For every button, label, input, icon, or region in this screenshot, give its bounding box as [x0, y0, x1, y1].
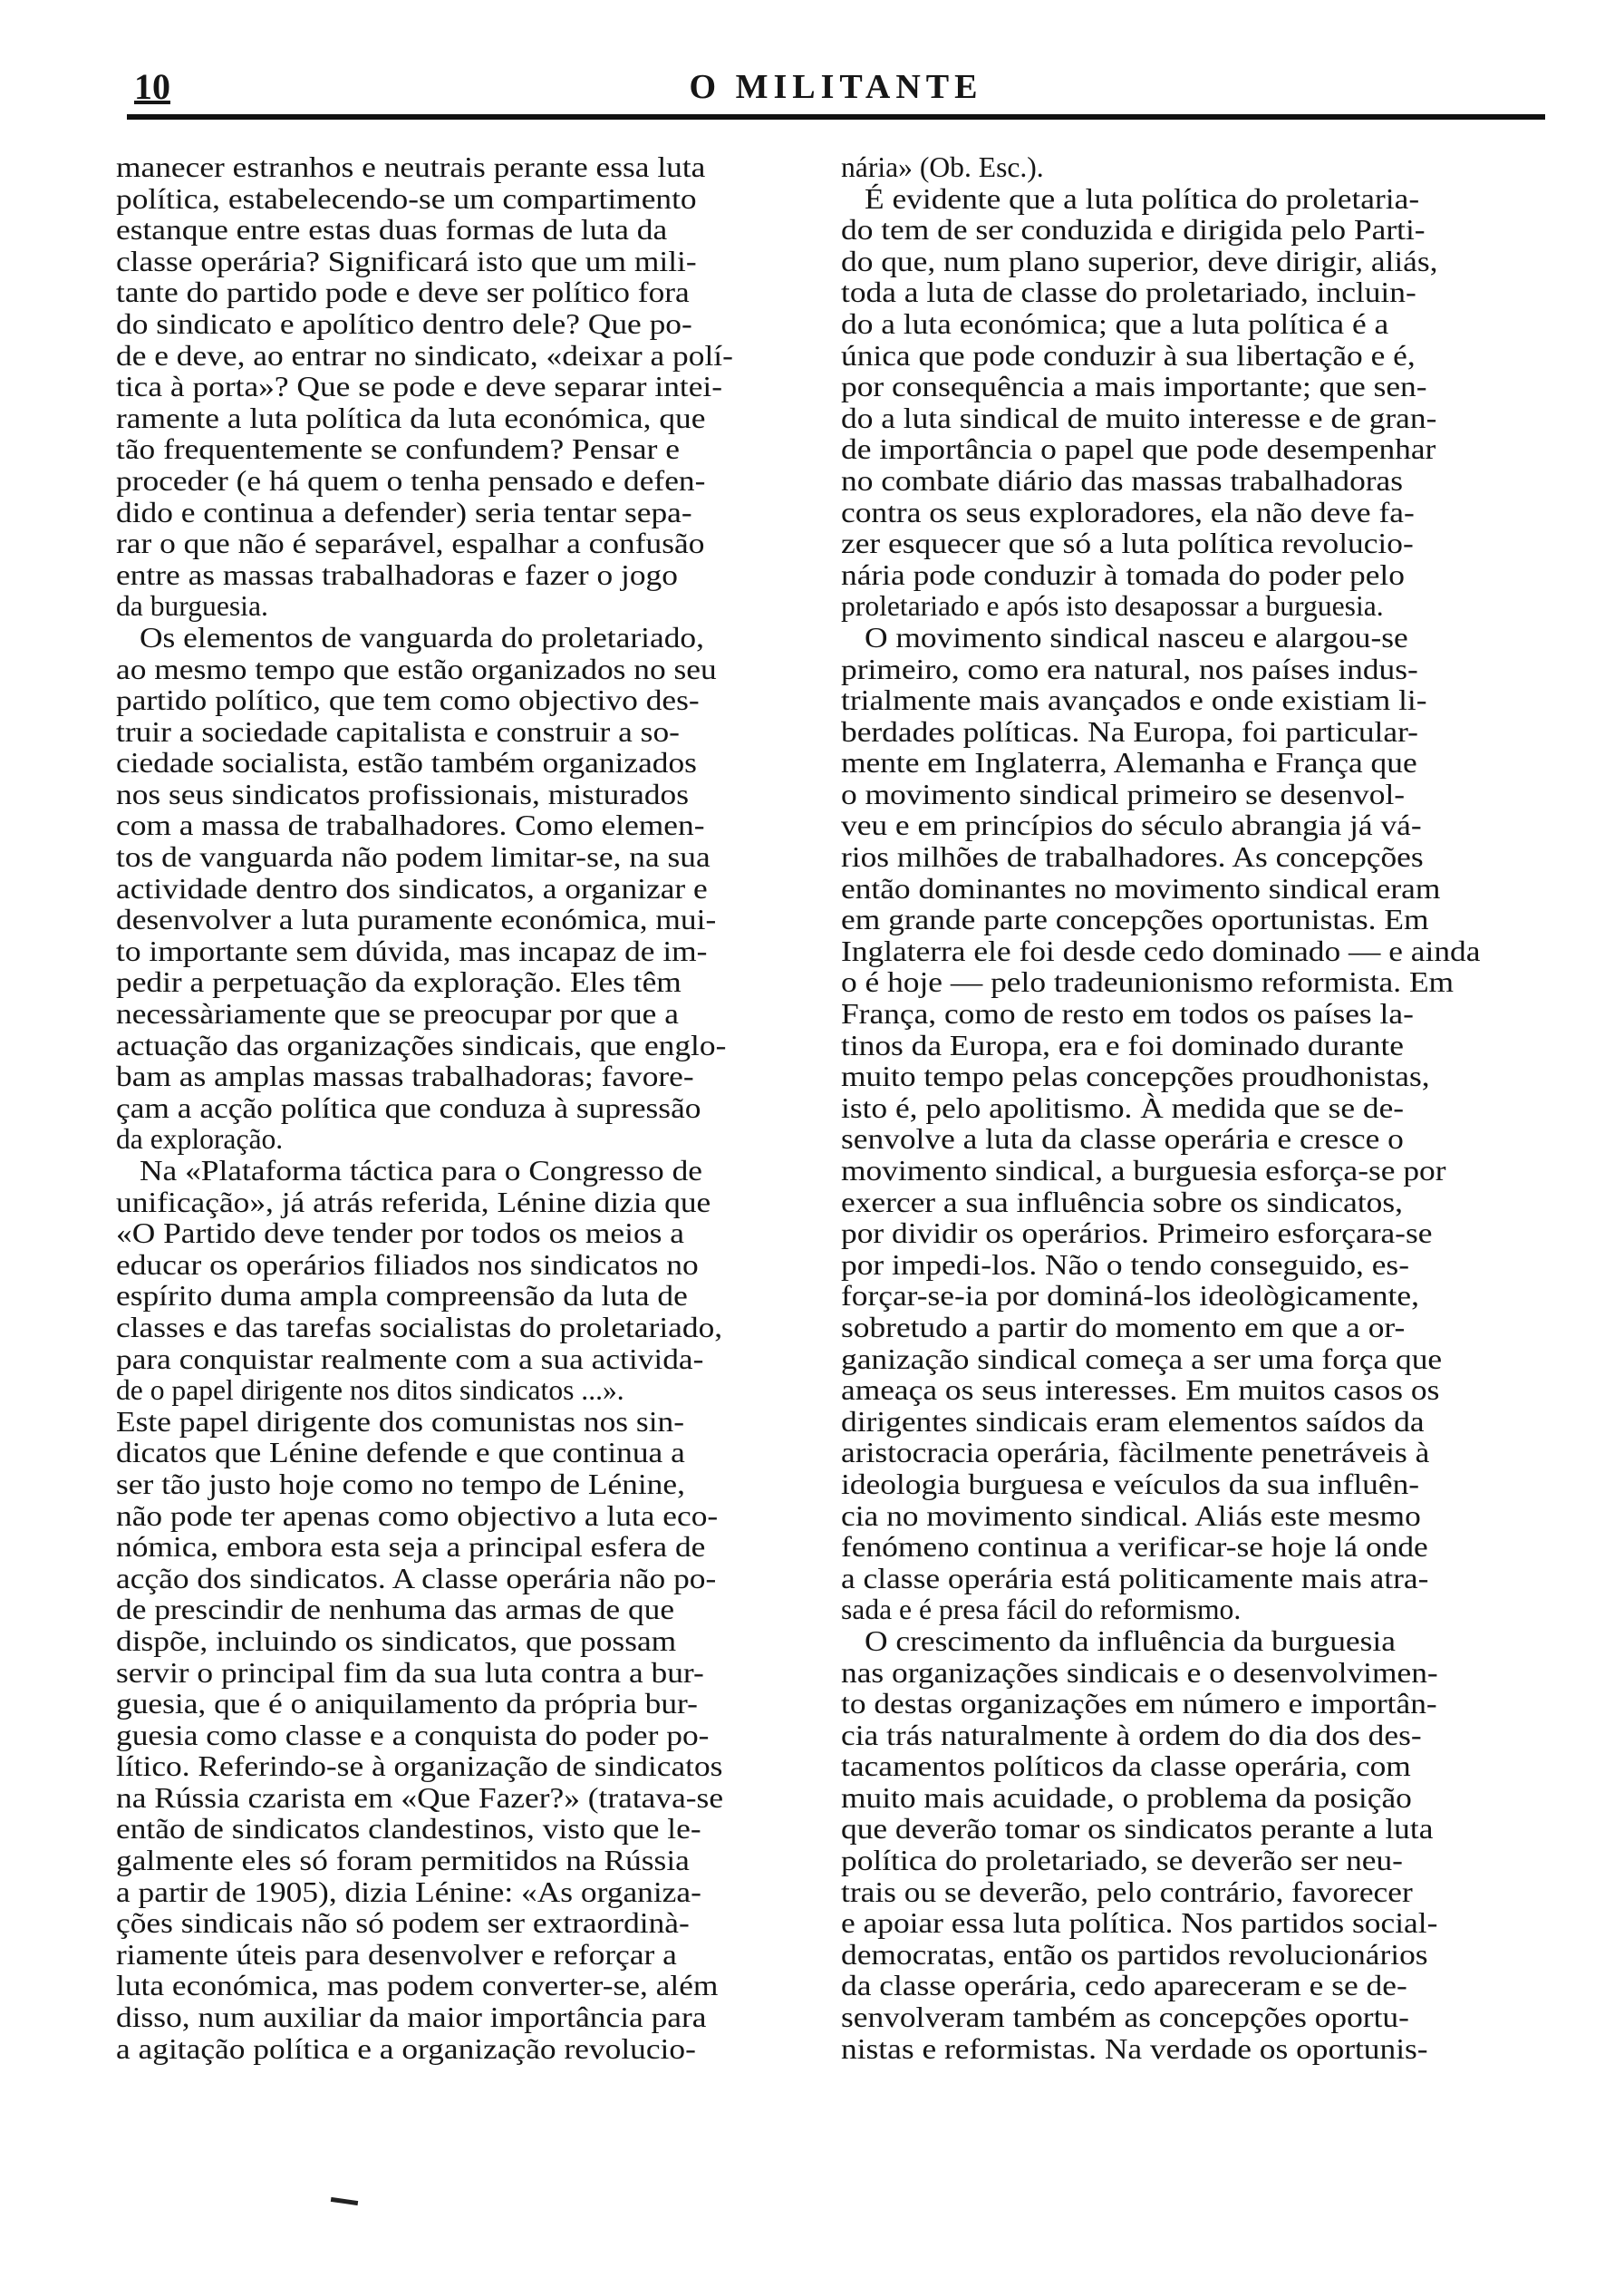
text-line: cia trás naturalmente à ordem do dia dos des-: [841, 1719, 1422, 1751]
text-line: por dividir os operários. Primeiro esforçara-se: [841, 1217, 1433, 1250]
text-line: dido e continua a defender) seria tentar sepa-: [116, 496, 692, 528]
text-line: primeiro, como era natural, nos países indus-: [841, 653, 1418, 685]
text-line: com a massa de trabalhadores. Como elemen-: [116, 809, 705, 842]
text-line: desenvolver a luta puramente económica, mui-: [116, 904, 717, 936]
text-line: da classe operária, cedo apareceram e se de-: [841, 1970, 1407, 2002]
text-line: proletariado e após isto desapossar a burguesia.: [841, 590, 1384, 623]
text-line: classe operária? Significará isto que um mili-: [116, 245, 697, 277]
text-line: o é hoje — pelo tradeunionismo reformista. Em: [841, 966, 1455, 999]
text-line: forçar-se-ia por dominá-los ideològicamente,: [841, 1280, 1419, 1313]
text-line: ramente a luta política da luta económica, que: [116, 402, 706, 434]
text-line: ções sindicais não só podem ser extraordinà-: [116, 1907, 690, 1940]
text-line: actividade dentro dos sindicatos, a organizar e: [116, 872, 708, 905]
text-line: no combate diário das massas trabalhadoras: [841, 464, 1404, 497]
text-line: democratas, então os partidos revolucionários: [841, 1938, 1428, 1971]
text-line: não pode ter apenas como objectivo a luta eco-: [116, 1499, 719, 1532]
text-line: to destas organizações em número e importân-: [841, 1688, 1437, 1720]
text-line: para conquistar realmente com a sua activida-: [116, 1342, 704, 1375]
text-line: sada e é presa fácil do reformismo.: [841, 1594, 1242, 1626]
text-line: nária pode conduzir à tomada do poder pelo: [841, 558, 1405, 591]
text-line: ameaça os seus interesses. Em muitos casos os: [841, 1374, 1440, 1407]
text-line: na Rússia czarista em «Que Fazer?» (tratava-se: [116, 1781, 724, 1814]
text-line: muito mais acuidade, o problema da posição: [841, 1781, 1412, 1814]
text-line: Este papel dirigente dos comunistas nos sin-: [116, 1405, 685, 1438]
text-line: çam a acção política que conduza à supressão: [116, 1091, 701, 1124]
text-line: dicatos que Lénine defende e que continua a: [116, 1437, 685, 1469]
text-line: toda a luta de classe do proletariado, incluin-: [841, 276, 1416, 309]
text-line: tica à porta»? Que se pode e deve separar intei-: [116, 371, 723, 403]
text-line: proceder (e há quem o tenha pensado e defen-: [116, 464, 706, 497]
text-line: de o papel dirigente nos ditos sindicatos ...».: [116, 1374, 624, 1407]
text-line: política, estabelecendo-se um compartimento: [116, 182, 697, 215]
text-line: única que pode conduzir à sua libertação e é,: [841, 339, 1416, 372]
text-line: aristocracia operária, fàcilmente penetráveis à: [841, 1437, 1430, 1469]
header-rule: [127, 114, 1545, 120]
text-line: truir a sociedade capitalista e construir a so-: [116, 715, 680, 748]
text-line: contra os seus exploradores, ela não deve fa-: [841, 496, 1415, 528]
text-line: tante do partido pode e deve ser político fora: [116, 276, 690, 309]
text-line: disso, num auxiliar da maior importância para: [116, 2001, 707, 2034]
text-line: nas organizações sindicais e o desenvolvimen-: [841, 1656, 1438, 1689]
text-line: pedir a perpetuação da exploração. Eles têm: [116, 966, 682, 999]
text-line: partido político, que tem como objectivo des-: [116, 684, 700, 717]
text-line: política do proletariado, se deverão ser neu-: [841, 1845, 1403, 1877]
text-line: do a luta económica; que a luta política é a: [841, 307, 1389, 340]
text-line: nistas e reformistas. Na verdade os oportunis-: [841, 2032, 1428, 2065]
text-line: então dominantes no movimento sindical eram: [841, 872, 1441, 905]
text-line: estanque entre estas duas formas de luta da: [116, 214, 668, 247]
text-line: muito tempo pelas concepções proudhonistas,: [841, 1061, 1430, 1093]
text-line: e apoiar essa luta política. Nos partidos social-: [841, 1907, 1438, 1940]
text-line: Inglaterra ele foi desde cedo dominado — e ainda: [841, 935, 1481, 967]
text-line: lítico. Referindo-se à organização de sindicatos: [116, 1750, 723, 1783]
text-line: espírito duma ampla compreensão da luta de: [116, 1280, 688, 1313]
text-line: trialmente mais avançados e onde existiam li-: [841, 684, 1427, 717]
text-line: luta económica, mas podem converter-se, além: [116, 1970, 719, 2002]
text-line: do tem de ser conduzida e dirigida pelo Parti-: [841, 214, 1426, 247]
text-line: ganização sindical começa a ser uma força que: [841, 1342, 1443, 1375]
text-line: Os elementos de vanguarda do proletariado,: [140, 621, 704, 654]
right-text-column: [841, 152, 1530, 2065]
text-line: o movimento sindical primeiro se desenvol-: [841, 778, 1406, 810]
text-line: entre as massas trabalhadoras e fazer o jogo: [116, 558, 678, 591]
text-line: que deverão tomar os sindicatos perante a luta: [841, 1813, 1434, 1846]
text-line: isto é, pelo apolitismo. À medida que se de-: [841, 1091, 1405, 1124]
text-line: bam as amplas massas trabalhadoras; favore-: [116, 1061, 694, 1093]
text-line: rios milhões de trabalhadores. As concepções: [841, 841, 1424, 874]
text-line: França, como de resto em todos os países la-: [841, 998, 1414, 1031]
text-line: necessàriamente que se preocupar por que a: [116, 998, 679, 1031]
text-line: então de sindicatos clandestinos, visto que le-: [116, 1813, 701, 1846]
text-line: É evidente que a luta política do proletaria-: [865, 182, 1420, 215]
text-line: actuação das organizações sindicais, que englo-: [116, 1029, 727, 1061]
page-header: [127, 58, 1545, 127]
text-line: O crescimento da influência da burguesia: [865, 1624, 1396, 1657]
text-line: a partir de 1905), dizia Lénine: «As organiza-: [116, 1875, 701, 1908]
text-line: ideologia burguesa e veículos da sua influên-: [841, 1468, 1420, 1500]
text-line: da exploração.: [116, 1123, 284, 1156]
text-line: «O Partido deve tender por todos os meios a: [116, 1217, 684, 1250]
text-line: galmente eles só foram permitidos na Rússia: [116, 1845, 690, 1877]
text-line: do sindicato e apolítico dentro dele? Que po-: [116, 307, 692, 340]
text-line: tos de vanguarda não podem limitar-se, na sua: [116, 841, 710, 874]
text-line: unificação», já atrás referida, Lénine dizia que: [116, 1186, 711, 1218]
text-line: nária» (Ob. Esc.).: [841, 151, 1044, 183]
text-line: Na «Plataforma táctica para o Congresso de: [140, 1155, 702, 1187]
text-line: dispõe, incluindo os sindicatos, que possam: [116, 1624, 677, 1657]
text-line: a classe operária está politicamente mais atra-: [841, 1562, 1429, 1594]
text-line: a agitação política e a organização revolucio-: [116, 2032, 696, 2065]
text-line: em grande parte concepções oportunistas. Em: [841, 904, 1429, 936]
text-line: fenómeno continua a verificar-se hoje lá onde: [841, 1531, 1428, 1564]
text-line: trais ou se deverão, pelo contrário, favorecer: [841, 1875, 1413, 1908]
text-line: da burguesia.: [116, 590, 268, 623]
text-line: O movimento sindical nasceu e alargou-se: [865, 621, 1408, 654]
text-line: de prescindir de nenhuma das armas de que: [116, 1594, 675, 1626]
text-line: guesia como classe e a conquista do poder po-: [116, 1719, 710, 1751]
text-line: cia no movimento sindical. Aliás este mesmo: [841, 1499, 1421, 1532]
text-line: zer esquecer que só a luta política revolucio-: [841, 528, 1414, 560]
text-line: to importante sem dúvida, mas incapaz de im-: [116, 935, 708, 967]
text-line: ao mesmo tempo que estão organizados no seu: [116, 653, 717, 685]
text-line: tão frequentemente se confundem? Pensar e: [116, 433, 680, 466]
text-line: sobretudo a partir do momento em que a or-: [841, 1311, 1406, 1343]
text-line: guesia, que é o aniquilamento da própria bur-: [116, 1688, 698, 1720]
text-line: veu e em princípios do século abrangia já vá-: [841, 809, 1422, 842]
text-line: manecer estranhos e neutrais perante essa luta: [116, 151, 706, 183]
print-mark: [331, 2197, 358, 2205]
text-line: exercer a sua influência sobre os sindicatos,: [841, 1186, 1403, 1218]
text-line: classes e das tarefas socialistas do proletariado,: [116, 1311, 723, 1343]
text-line: de importância o papel que pode desempenhar: [841, 433, 1436, 466]
text-line: berdades políticas. Na Europa, foi particular-: [841, 715, 1418, 748]
text-line: tacamentos políticos da classe operária, com: [841, 1750, 1411, 1783]
text-line: do que, num plano superior, deve dirigir, aliás,: [841, 245, 1438, 277]
text-line: mente em Inglaterra, Alemanha e França que: [841, 747, 1417, 780]
text-line: servir o principal fim da sua luta contra a bur-: [116, 1656, 704, 1689]
text-line: movimento sindical, a burguesia esforça-se por: [841, 1155, 1446, 1187]
text-line: nómica, embora esta seja a principal esfera de: [116, 1531, 706, 1564]
text-line: de e deve, ao entrar no sindicato, «deixar a polí-: [116, 339, 733, 372]
text-line: senvolve a luta da classe operária e cresce o: [841, 1123, 1404, 1156]
journal-title: O MILITANTE: [689, 68, 983, 106]
text-line: por consequência a mais importante; que sen-: [841, 371, 1427, 403]
text-line: por impedi-los. Não o tendo conseguido, es-: [841, 1248, 1409, 1281]
text-line: ciedade socialista, estão também organizados: [116, 747, 697, 780]
text-line: educar os operários filiados nos sindicatos no: [116, 1248, 699, 1281]
text-line: dirigentes sindicais eram elementos saídos da: [841, 1405, 1425, 1438]
text-line: riamente úteis para desenvolver e reforçar a: [116, 1938, 677, 1971]
left-text-column: [116, 152, 805, 2065]
page-number: 10: [134, 66, 170, 107]
text-line: rar o que não é separável, espalhar a confusão: [116, 528, 705, 560]
text-line: acção dos sindicatos. A classe operária não po-: [116, 1562, 717, 1594]
text-line: ser tão justo hoje como no tempo de Lénine,: [116, 1468, 685, 1500]
text-line: tinos da Europa, era e foi dominado durante: [841, 1029, 1405, 1061]
text-line: nos seus sindicatos profissionais, misturados: [116, 778, 689, 810]
text-line: do a luta sindical de muito interesse e de gran-: [841, 402, 1437, 434]
text-line: senvolveram também as concepções oportu-: [841, 2001, 1409, 2034]
